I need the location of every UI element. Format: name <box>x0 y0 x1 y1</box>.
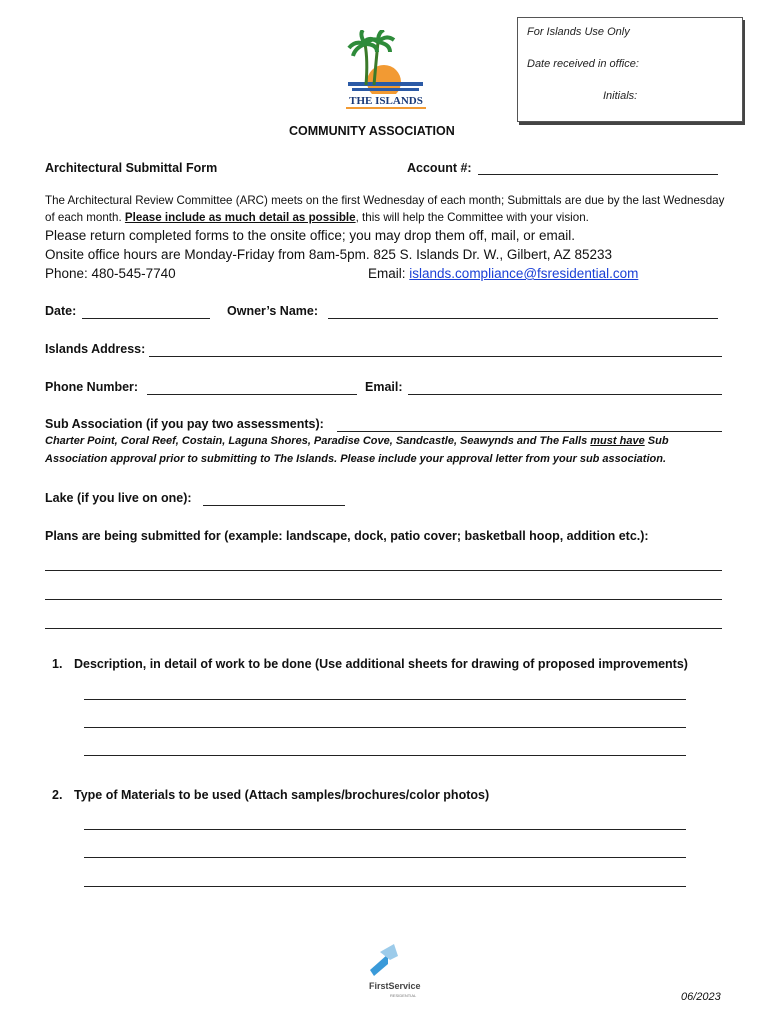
lake-field[interactable] <box>203 505 345 506</box>
the-islands-logo <box>338 30 433 110</box>
initials-label: Initials: <box>603 90 638 102</box>
intro-text-end: , this will help the Committee with your vision. <box>355 211 589 224</box>
sub-association-note-line2: Association approval prior to submitting to The Islands. Please include your approval letter from your sub association. <box>45 453 667 465</box>
account-field[interactable] <box>478 174 718 175</box>
intro-emphasis: Please include as much detail as possible <box>124 211 356 224</box>
islands-address-label: Islands Address: <box>45 342 146 356</box>
section-number: 1. <box>52 657 63 671</box>
plans-label: Plans are being submitted for (example: landscape, dock, patio cover; basketball hoop, addition etc.): <box>45 529 649 543</box>
email-contact <box>368 266 638 281</box>
sub-note-text-end: Sub <box>644 435 669 447</box>
sub-note-text: Charter Point, Coral Reef, Costain, Laguna Shores, Paradise Cove, Sandcastle, Seawynds and The Falls <box>45 435 591 447</box>
sub-note-emphasis: must have <box>590 435 645 447</box>
section-number: 2. <box>52 788 63 802</box>
firstservice-logo-icon <box>360 940 440 1000</box>
firstservice-brand: FirstService <box>369 981 421 991</box>
community-heading: COMMUNITY ASSOCIATION <box>289 124 455 138</box>
sub-association-field[interactable] <box>337 431 722 432</box>
email-link[interactable]: islands.compliance@fsresidential.com <box>409 266 639 281</box>
office-use-box <box>517 17 743 122</box>
materials-line[interactable] <box>84 886 686 887</box>
phone-number-field[interactable] <box>147 394 357 395</box>
office-hours: Onsite office hours are Monday-Friday from 8am-5pm. 825 S. Islands Dr. W., Gilbert, AZ 85233 <box>45 247 612 262</box>
email-contact-label: Email: <box>368 266 406 281</box>
materials-line[interactable] <box>84 857 686 858</box>
description-line[interactable] <box>84 727 686 728</box>
firstservice-sub: RESIDENTIAL <box>390 993 417 998</box>
owner-name-field[interactable] <box>328 318 718 319</box>
materials-heading: Type of Materials to be used (Attach samples/brochures/color photos) <box>74 788 490 802</box>
email-field[interactable] <box>408 394 722 395</box>
islands-address-field[interactable] <box>149 356 722 357</box>
account-label: Account #: <box>407 161 472 175</box>
description-line[interactable] <box>84 755 686 756</box>
description-heading: Description, in detail of work to be done (Use additional sheets for drawing of proposed improvements) <box>74 657 688 671</box>
firstservice-logo <box>360 940 440 1000</box>
office-use-title: For Islands Use Only <box>527 26 630 38</box>
plans-line[interactable] <box>45 570 722 571</box>
return-instructions: Please return completed forms to the onsite office; you may drop them off, mail, or email. <box>45 228 576 243</box>
palm-sun-logo-icon <box>338 30 433 110</box>
sub-association-note-line1 <box>45 435 735 447</box>
plans-line[interactable] <box>45 628 722 629</box>
plans-line[interactable] <box>45 599 722 600</box>
intro-text: The Architectural Review Committee (ARC) meets on the first Wednesday of each month; Submittals are due by the last Wednesday of each month. <box>45 194 725 224</box>
date-received-label: Date received in office: <box>527 58 639 70</box>
office-phone: Phone: 480-545-7740 <box>45 266 176 281</box>
description-line[interactable] <box>84 699 686 700</box>
intro-paragraph <box>45 192 735 226</box>
materials-line[interactable] <box>84 829 686 830</box>
phone-number-label: Phone Number: <box>45 380 139 394</box>
sub-association-label: Sub Association (if you pay two assessments): <box>45 417 324 431</box>
logo-text: THE ISLANDS <box>349 95 423 107</box>
revision-date: 06/2023 <box>681 991 721 1003</box>
email-label: Email: <box>365 380 403 394</box>
date-label: Date: <box>45 304 77 318</box>
lake-label: Lake (if you live on one): <box>45 491 192 505</box>
owner-name-label: Owner’s Name: <box>227 304 319 318</box>
form-title: Architectural Submittal Form <box>45 161 218 175</box>
date-field[interactable] <box>82 318 210 319</box>
